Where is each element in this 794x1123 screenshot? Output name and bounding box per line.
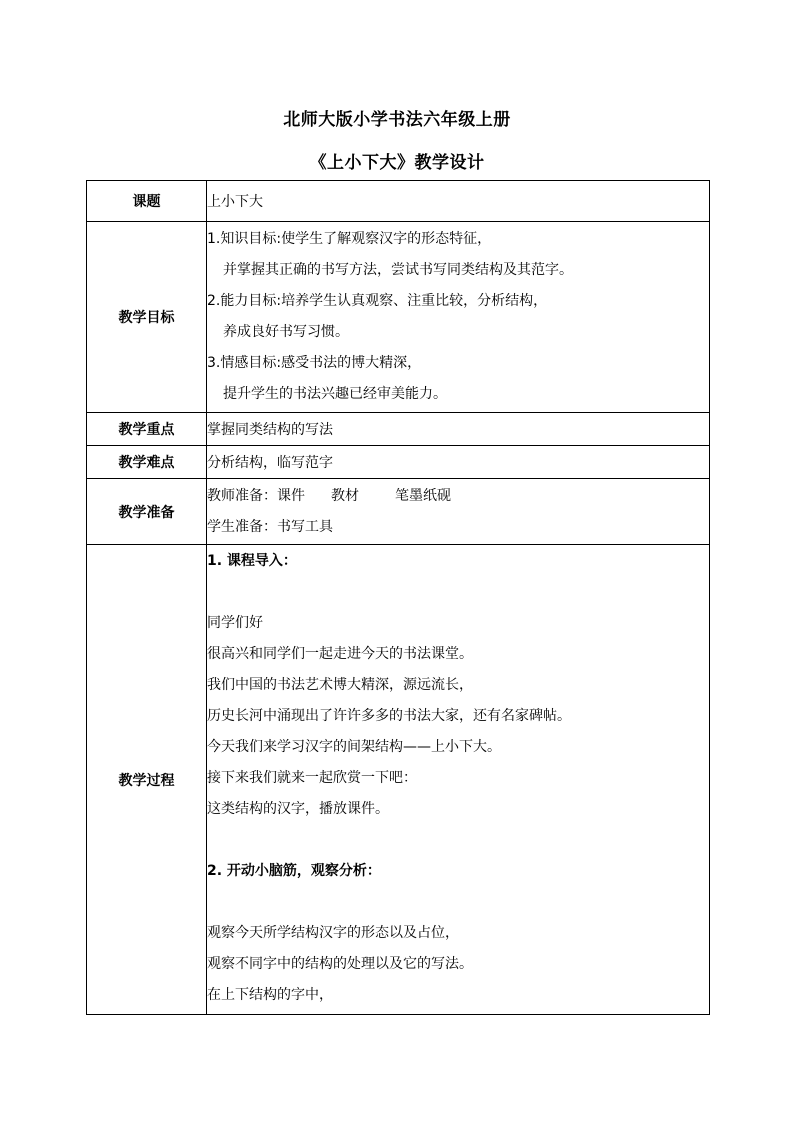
process-line: 历史长河中涌现出了许许多多的书法大家，还有名家碑帖。 bbox=[207, 708, 571, 724]
value-objectives bbox=[207, 222, 710, 413]
objective-line: 3.情感目标:感受书法的博大精深， bbox=[207, 355, 422, 371]
teacher-prefix: 教师准备： bbox=[207, 487, 277, 504]
process-line: 在上下结构的字中， bbox=[207, 987, 333, 1003]
lesson-plan-table bbox=[86, 180, 710, 1015]
teacher-preparation bbox=[207, 481, 709, 512]
label-preparation: 教学准备 bbox=[87, 479, 207, 545]
value-topic: 上小下大 bbox=[207, 181, 710, 222]
process-line: 接下来我们就来一起欣赏一下吧： bbox=[207, 770, 417, 786]
value-preparation bbox=[207, 479, 710, 545]
label-topic: 课题 bbox=[87, 181, 207, 222]
process-line: 这类结构的汉字，播放课件。 bbox=[207, 801, 389, 817]
section-heading: 2. 开动小脑筋，观察分析： bbox=[207, 863, 381, 879]
process-line: 观察不同字中的结构的处理以及它的写法。 bbox=[207, 956, 473, 972]
process-line: 今天我们来学习汉字的间架结构——上小下大。 bbox=[207, 739, 501, 755]
label-difficulties: 教学难点 bbox=[87, 446, 207, 479]
objective-line: 1.知识目标:使学生了解观察汉字的形态特征， bbox=[207, 231, 492, 247]
objective-line: 养成良好书写习惯。 bbox=[223, 324, 349, 340]
student-preparation: 学生准备：书写工具 bbox=[207, 518, 333, 535]
label-process: 教学过程 bbox=[87, 545, 207, 1015]
objective-line: 并掌握其正确的书写方法，尝试书写同类结构及其范字。 bbox=[223, 262, 573, 278]
objective-line: 2.能力目标:培养学生认真观察、注重比较，分析结构， bbox=[207, 293, 548, 309]
section-heading: 1. 课程导入： bbox=[207, 553, 297, 569]
value-difficulties: 分析结构，临写范字 bbox=[207, 446, 710, 479]
process-line: 同学们好 bbox=[207, 615, 263, 631]
row-difficulties bbox=[87, 446, 710, 479]
row-objectives bbox=[87, 222, 710, 413]
document-subtitle: 《上小下大》教学设计 bbox=[309, 153, 485, 173]
process-line: 观察今天所学结构汉字的形态以及占位， bbox=[207, 925, 459, 941]
teacher-item: 课件 bbox=[277, 487, 305, 504]
row-preparation bbox=[87, 479, 710, 545]
row-process bbox=[87, 545, 710, 1015]
document-title: 北师大版小学书法六年级上册 bbox=[283, 110, 511, 130]
objective-line: 提升学生的书法兴趣已经审美能力。 bbox=[223, 386, 447, 402]
label-objectives: 教学目标 bbox=[87, 222, 207, 413]
row-topic bbox=[87, 181, 710, 222]
label-key-points: 教学重点 bbox=[87, 413, 207, 446]
process-line: 很高兴和同学们一起走进今天的书法课堂。 bbox=[207, 646, 473, 662]
teacher-item: 笔墨纸砚 bbox=[395, 487, 451, 504]
teacher-item: 教材 bbox=[331, 487, 359, 504]
process-line: 我们中国的书法艺术博大精深，源远流长， bbox=[207, 677, 473, 693]
value-process bbox=[207, 545, 710, 1015]
row-key-points bbox=[87, 413, 710, 446]
value-key-points: 掌握同类结构的写法 bbox=[207, 413, 710, 446]
